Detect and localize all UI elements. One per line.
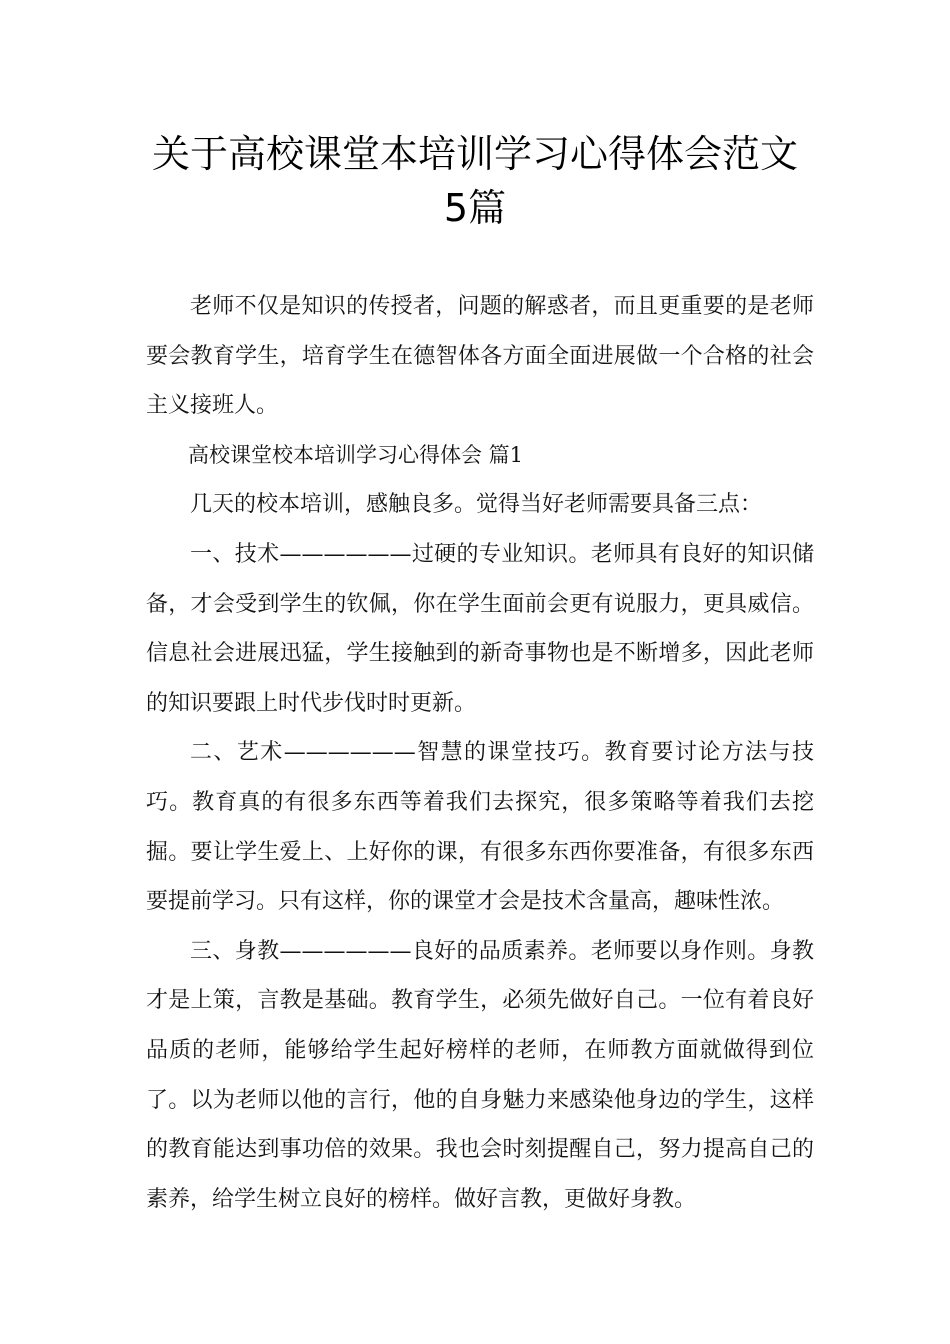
title-line-1: 关于高校课堂本培训学习心得体会范文 [151,132,798,176]
title-line-2: 5篇 [443,186,507,230]
section-heading: 高校课堂校本培训学习心得体会 篇1 [188,442,524,467]
intro-paragraph: 老师不仅是知识的传授者，问题的解惑者，而且更重要的是老师要会教育学生，培育学生在德智体各方面全面进展做一个合格的社会主义接班人。 [146,294,814,419]
document-body [146,282,814,1224]
body-paragraph: 一、技术——————过硬的专业知识。老师具有良好的知识储备，才会受到学生的钦佩，你在学生面前会更有说服力，更具威信。信息社会进展迅猛，学生接触到的新奇事物也是不断增多，因此老师的知识要跟上时代步伐时时更新。 [146,541,814,716]
document-title [0,127,950,235]
body-paragraph: 三、身教——————良好的品质素养。老师要以身作则。身教才是上策，言教是基础。教育学生，必须先做好自己。一位有着良好品质的老师，能够给学生起好榜样的老师，在师教方面就做得到位了。以为老师以他的言行，他的自身魅力来感染他身边的学生，这样的教育能达到事功倍的效果。我也会时刻提醒自己，努力提高自己的素养，给学生树立良好的榜样。做好言教，更做好身教。 [146,938,814,1212]
body-paragraph: 二、艺术——————智慧的课堂技巧。教育要讨论方法与技巧。教育真的有很多东西等着我们去探究，很多策略等着我们去挖掘。要让学生爱上、上好你的课，有很多东西你要准备，有很多东西要提前学习。只有这样，你的课堂才会是技术含量高，趣味性浓。 [146,740,814,915]
body-paragraph: 几天的校本培训，感触良多。觉得当好老师需要具备三点： [190,492,763,518]
